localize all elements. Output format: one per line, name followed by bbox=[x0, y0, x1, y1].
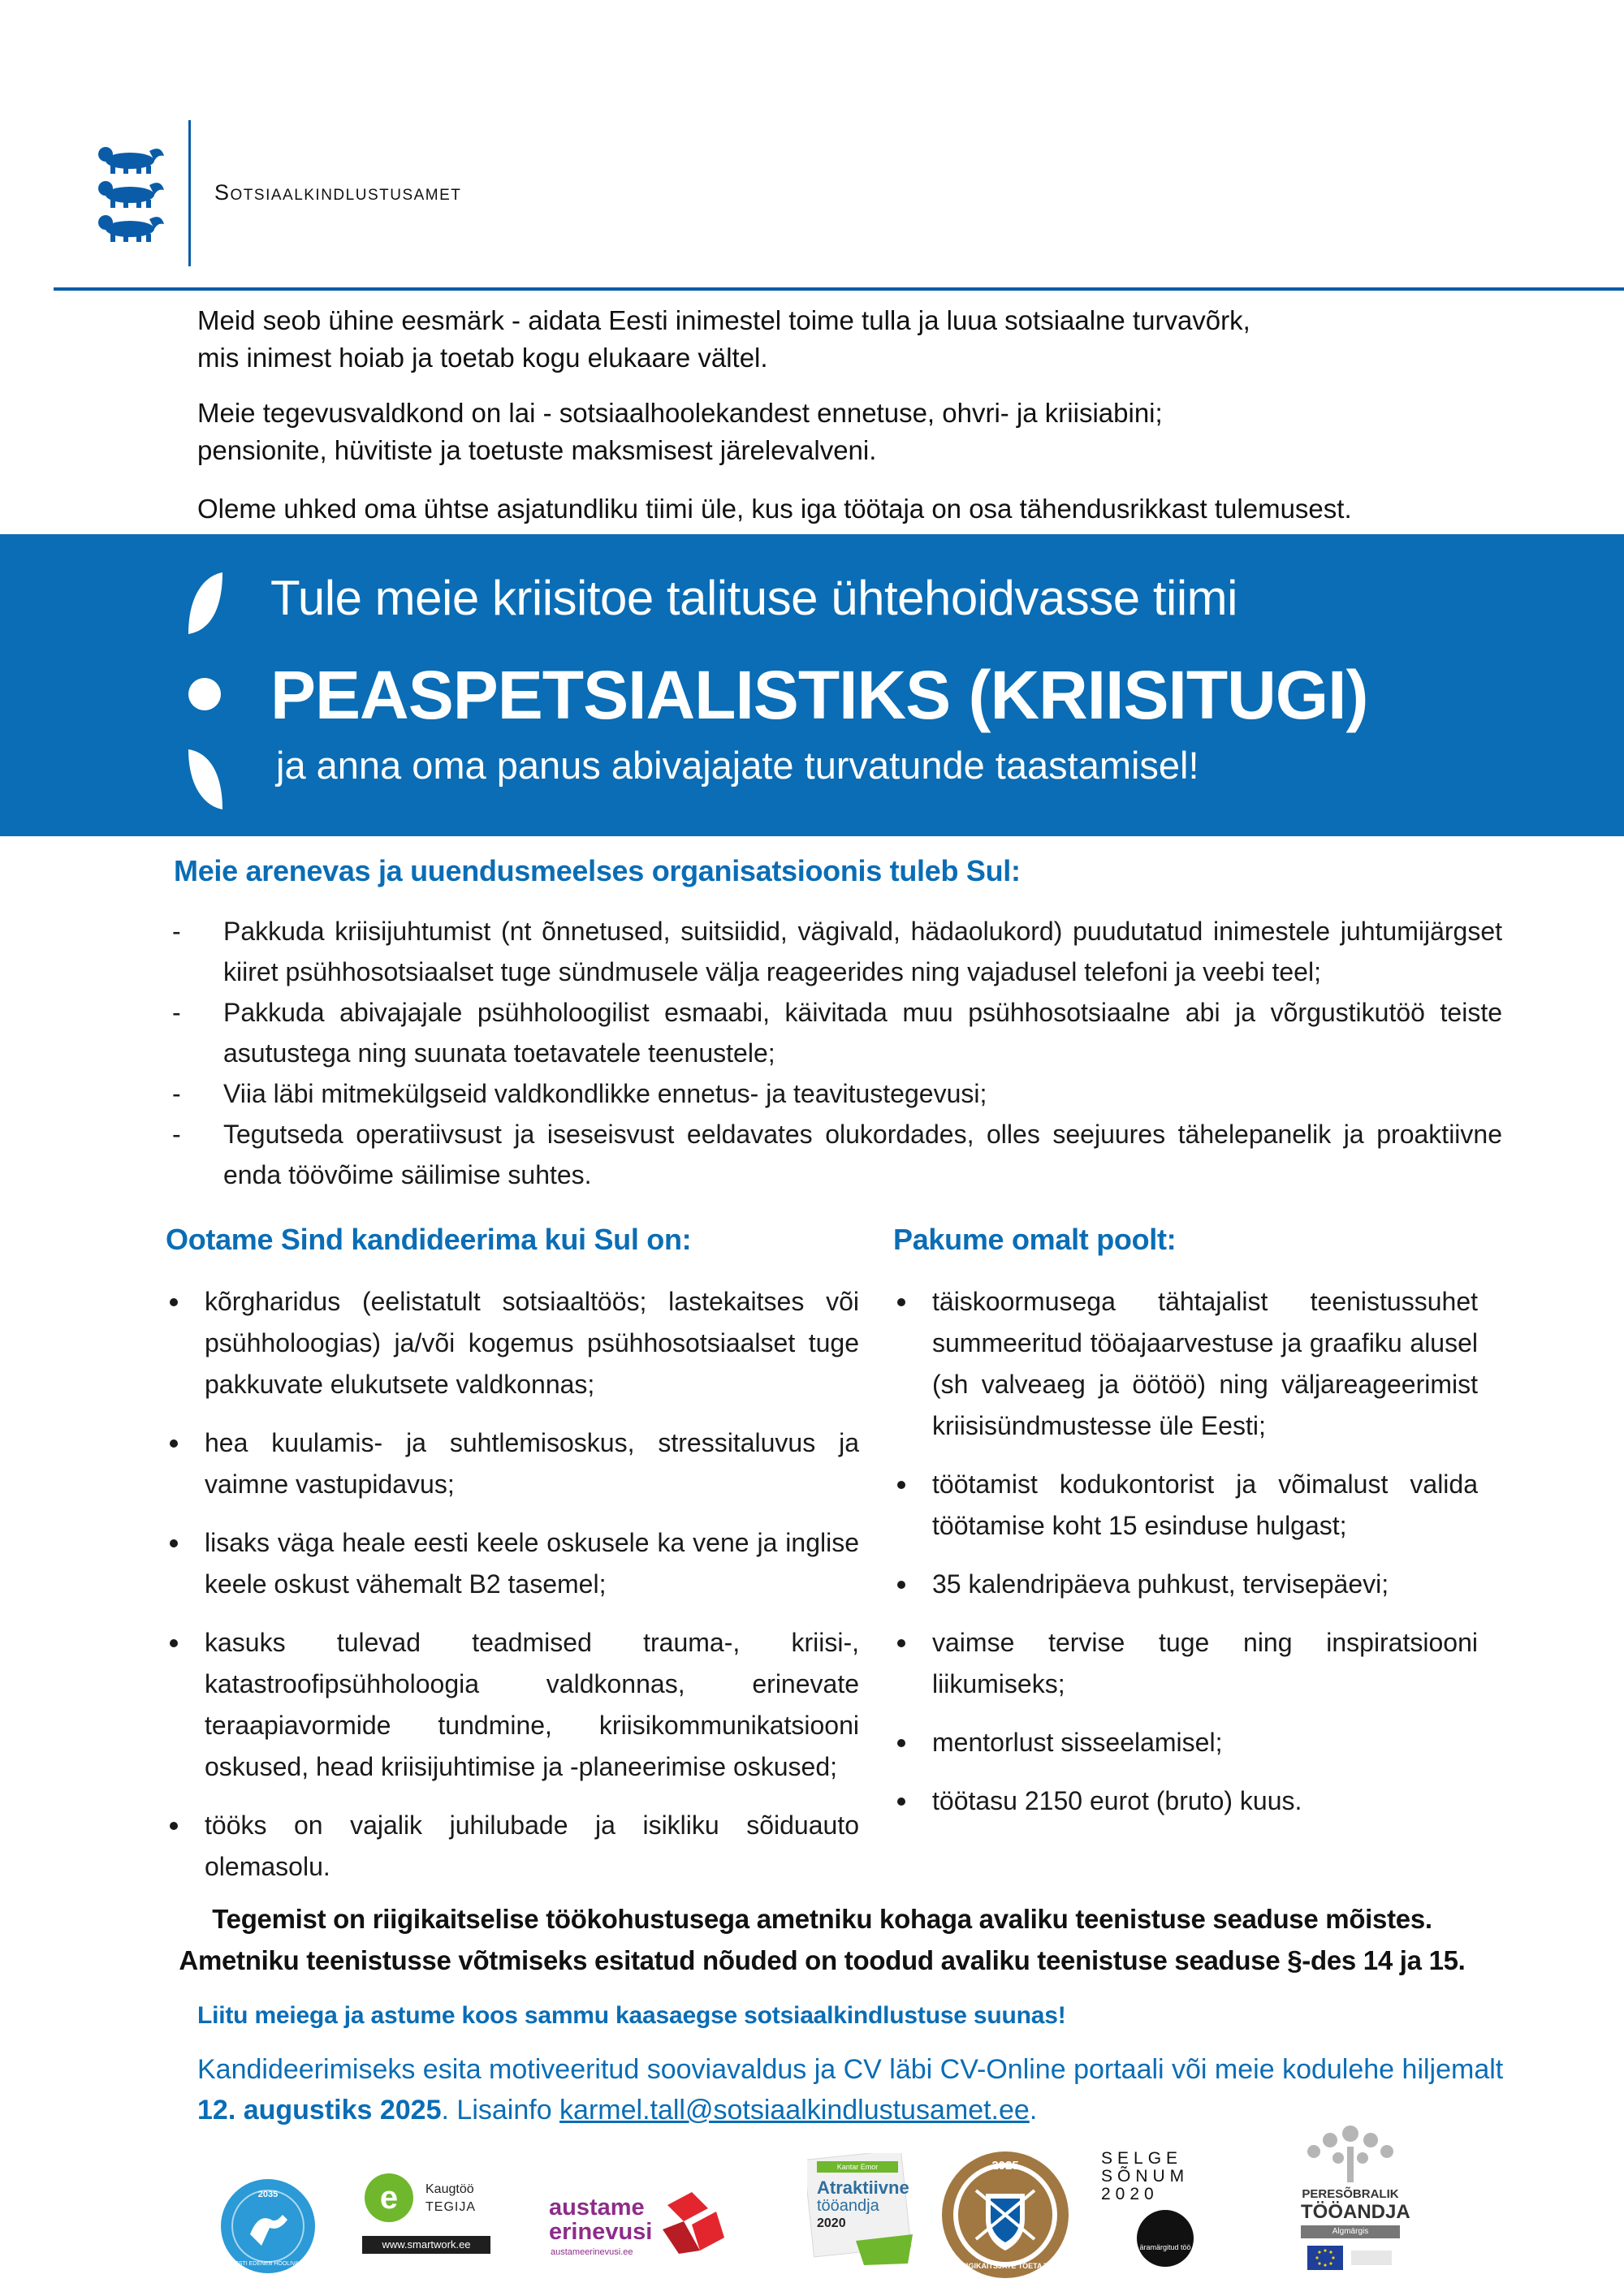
kaugtoo-line1: Kaugtöö bbox=[425, 2182, 474, 2196]
legal-note: Tegemist on riigikaitselise töökohustusega ametniku kohaga avaliku teenistuse seaduse mõistes. Ametniku teenistusse võtmiseks esitatud nõuded on toodud avaliku teenistuse seaduse §-des 14 ja 15. bbox=[179, 1904, 1466, 1975]
offer-text: täiskoormusega tähtajalist teenistussuhet summeeritud tööajaarvestuse ja graafiku alusel (sh valveaeg ja öötöö) ning väljareageerimist kriisisündmustesse üle Eesti; bbox=[932, 1287, 1478, 1440]
requirement-text: kõrgharidus (eelistatult sotsiaaltöös; lastekaitses või psühholoogias) ja/või kogemus psühhosotsiaalset tuge pakkuvate elukutsete valdkonnas; bbox=[205, 1287, 859, 1399]
list-item bbox=[892, 1564, 1478, 1605]
list-item bbox=[165, 1422, 859, 1505]
apply-text: Kandideerimiseks esita motiveeritud sooviavaldus ja CV läbi CV-Online portaali või meie kodulehe hiljemalt bbox=[197, 2054, 1504, 2085]
selge-line1: SELGE bbox=[1101, 2149, 1183, 2168]
eesti2035-year: 2035 bbox=[257, 2190, 279, 2199]
list-item bbox=[165, 1281, 859, 1405]
kaugtoo-line2: TEGIJA bbox=[425, 2200, 477, 2214]
bullet-icon bbox=[170, 1439, 178, 1448]
peresobralik-tooandja-logo bbox=[1301, 2122, 1410, 2277]
bullet-icon bbox=[897, 1481, 905, 1489]
bullet-icon bbox=[897, 1739, 905, 1747]
banner-intro-line: Tule meie kriisitoe talituse ühtehoidvasse tiimi bbox=[270, 571, 1237, 625]
leaf-dots-decoration-icon bbox=[185, 571, 224, 811]
intro-paragraph-1 bbox=[197, 302, 1529, 377]
atraktiivne-year: 2020 bbox=[817, 2216, 846, 2230]
bullet-icon bbox=[897, 1298, 905, 1306]
requirement-text: hea kuulamis- ja suhtlemisoskus, stressitaluvus ja vaimne vastupidavus; bbox=[205, 1428, 859, 1499]
bullet-icon bbox=[170, 1539, 178, 1547]
duty-text: Pakkuda abivajajale psühholoogilist esmaabi, käivitada muu psühhosotsiaalne abi ja võrgustikutöö teiste asutustega ning suunata toetavatele teenustele; bbox=[223, 998, 1502, 1068]
atraktiivne-line1: Atraktiivne bbox=[817, 2177, 909, 2198]
list-item bbox=[171, 992, 1502, 1073]
selge-badge: äramärgitud töö bbox=[1137, 2210, 1194, 2267]
intro-line: mis inimest hoiab ja toetab kogu elukaare vältel. bbox=[197, 343, 768, 373]
banner-tagline: ja anna oma panus abivajajate turvatunde taastamisel! bbox=[276, 744, 1199, 787]
austame-ribbon-icon bbox=[659, 2189, 728, 2255]
requirement-text: tööks on vajalik juhilubade ja isikliku sõiduauto olemasolu. bbox=[205, 1810, 859, 1881]
application-instructions bbox=[197, 2049, 1529, 2130]
riigikaitse-ring-text: RIIGIKAITSJATE TOETAJA bbox=[958, 2262, 1052, 2270]
offer-text: 35 kalendripäeva puhkust, tervisepäevi; bbox=[932, 1569, 1389, 1599]
offer-heading: Pakume omalt poolt: bbox=[893, 1223, 1177, 1256]
eu-flag-icon bbox=[1307, 2246, 1393, 2270]
offer-text: töötamist kodukontorist ja võimalust valida töötamise koht 15 esinduse hulgast; bbox=[932, 1470, 1478, 1540]
intro-line: Oleme uhked oma ühtse asjatundliku tiimi üle, kus iga töötaja on osa tähendusrikkast tulemusest. bbox=[197, 494, 1352, 524]
austame-line2: erinevusi bbox=[549, 2219, 653, 2245]
selge-line3: 2020 bbox=[1101, 2185, 1159, 2203]
intro-paragraph-3 bbox=[197, 490, 1529, 528]
org-name: Sotsiaalkindlustusamet bbox=[214, 180, 462, 205]
list-item bbox=[165, 1622, 859, 1788]
intro-line: Meie tegevusvaldkond on lai - sotsiaalhoolekandest ennetuse, ohvri- ja kriisiabini; bbox=[197, 398, 1163, 428]
bullet-icon bbox=[170, 1298, 178, 1306]
kaugtoo-e-icon bbox=[362, 2171, 416, 2225]
list-item bbox=[892, 1622, 1478, 1705]
requirement-text: kasuks tulevad teadmised trauma-, kriisi-, katastroofipsühholoogia valdkonnas, erinevate teraapiavormide tundmine, kriisikommunikatsiooni oskused, head kriisijuhtimise ja -planeerimise oskused; bbox=[205, 1628, 859, 1781]
austame-erinevusi-logo bbox=[549, 2189, 728, 2262]
estonian-coat-of-arms-icon bbox=[91, 143, 169, 245]
atraktiivne-line2: tööandja bbox=[817, 2197, 879, 2215]
list-item bbox=[892, 1722, 1478, 1763]
job-title: PEASPETSIALISTIKS (KRIISITUGI) bbox=[270, 657, 1368, 733]
offer-text: töötasu 2150 eurot (bruto) kuus. bbox=[932, 1786, 1302, 1815]
duties-list bbox=[171, 911, 1502, 1195]
intro-line: pensionite, hüvitiste ja toetuste maksmisest järelevalveni. bbox=[197, 435, 877, 465]
bullet-icon bbox=[170, 1639, 178, 1647]
list-item bbox=[171, 1073, 1502, 1114]
atraktiivne-top: Kantar Emor bbox=[817, 2161, 898, 2173]
header-rule bbox=[54, 287, 1624, 291]
riigikaitse-year: 2025 bbox=[991, 2159, 1019, 2173]
peresobralik-line3: Algmärgis bbox=[1301, 2225, 1400, 2238]
list-item bbox=[165, 1805, 859, 1888]
requirements-list bbox=[165, 1281, 859, 1905]
offer-list bbox=[892, 1281, 1478, 1839]
bullet-icon bbox=[170, 1822, 178, 1830]
offer-text: mentorlust sisseelamisel; bbox=[932, 1728, 1223, 1757]
duty-text: Viia läbi mitmekülgseid valdkondlikke ennetus- ja teavitustegevusi; bbox=[223, 1079, 987, 1108]
eesti2035-ring-text: EESTI EDENEB HOOLIVALT bbox=[231, 2261, 305, 2267]
intro-paragraph-2 bbox=[197, 395, 1529, 469]
austame-url: austameerinevusi.ee bbox=[551, 2247, 633, 2257]
dash-marker: - bbox=[172, 1120, 181, 1149]
requirement-text: lisaks väga heale eesti keele oskusele ka vene ja inglise keele oskust vähemalt B2 tasemel; bbox=[205, 1528, 859, 1599]
offer-text: vaimse tervise tuge ning inspiratsiooni liikumiseks; bbox=[932, 1628, 1478, 1698]
kaugtoo-tegija-logo bbox=[362, 2171, 490, 2255]
apply-text: . Lisainfo bbox=[441, 2095, 560, 2126]
contact-email-link[interactable]: karmel.tall@sotsiaalkindlustusamet.ee bbox=[559, 2095, 1030, 2126]
selge-sonum-logo bbox=[1101, 2150, 1215, 2272]
austame-line1: austame bbox=[549, 2195, 645, 2220]
deadline-date: 12. augustiks 2025 bbox=[197, 2095, 442, 2126]
list-item bbox=[892, 1464, 1478, 1547]
duty-text: Pakkuda kriisijuhtumist (nt õnnetused, suitsiidid, vägivald, hädaolukord) puudutatud inimestele juhtumijärgset kiiret psühhosotsiaalset tuge sündmusele välja reageerides ning vajadusel telefoni ja veebi teel; bbox=[223, 917, 1502, 986]
dash-marker: - bbox=[172, 917, 181, 946]
riigikaitsjate-toetaja-badge bbox=[940, 2150, 1070, 2280]
peresobralik-line1: PERESÕBRALIK bbox=[1302, 2187, 1399, 2201]
duty-text: Tegutseda operatiivsust ja iseseisvust eeldavates olukordades, olles seejuures tähelepanelik ja proaktiivne enda töövõime säilimise suhtes. bbox=[223, 1120, 1502, 1189]
dash-marker: - bbox=[172, 998, 181, 1027]
atraktiivne-tooandja-logo bbox=[807, 2153, 916, 2267]
dash-marker: - bbox=[172, 1079, 181, 1108]
intro-line: Meid seob ühine eesmärk - aidata Eesti inimestel toime tulla ja luua sotsiaalne turvavõrk, bbox=[197, 305, 1250, 335]
header-divider bbox=[188, 120, 191, 266]
kaugtoo-url: www.smartwork.ee bbox=[362, 2236, 490, 2254]
list-item bbox=[165, 1522, 859, 1605]
duties-heading: Meie arenevas ja uuendusmeelses organisatsioonis tuleb Sul: bbox=[174, 854, 1021, 887]
selge-line2: SÕNUM bbox=[1101, 2167, 1190, 2186]
apply-text: . bbox=[1029, 2095, 1038, 2126]
bullet-icon bbox=[897, 1639, 905, 1647]
list-item bbox=[892, 1281, 1478, 1447]
bullet-icon bbox=[897, 1581, 905, 1589]
peresobralik-line2: TÖÖANDJA bbox=[1301, 2201, 1410, 2223]
list-item bbox=[892, 1780, 1478, 1822]
list-item bbox=[171, 1114, 1502, 1195]
bullet-icon bbox=[897, 1798, 905, 1806]
requirements-heading: Ootame Sind kandideerima kui Sul on: bbox=[166, 1223, 692, 1256]
eesti-2035-logo bbox=[219, 2177, 317, 2275]
list-item bbox=[171, 911, 1502, 992]
svg-text:e: e bbox=[379, 2180, 399, 2216]
join-tagline: Liitu meiega ja astume koos sammu kaasaegse sotsiaalkindlustuse suunas! bbox=[197, 2002, 1066, 2029]
family-tree-icon bbox=[1301, 2122, 1400, 2182]
